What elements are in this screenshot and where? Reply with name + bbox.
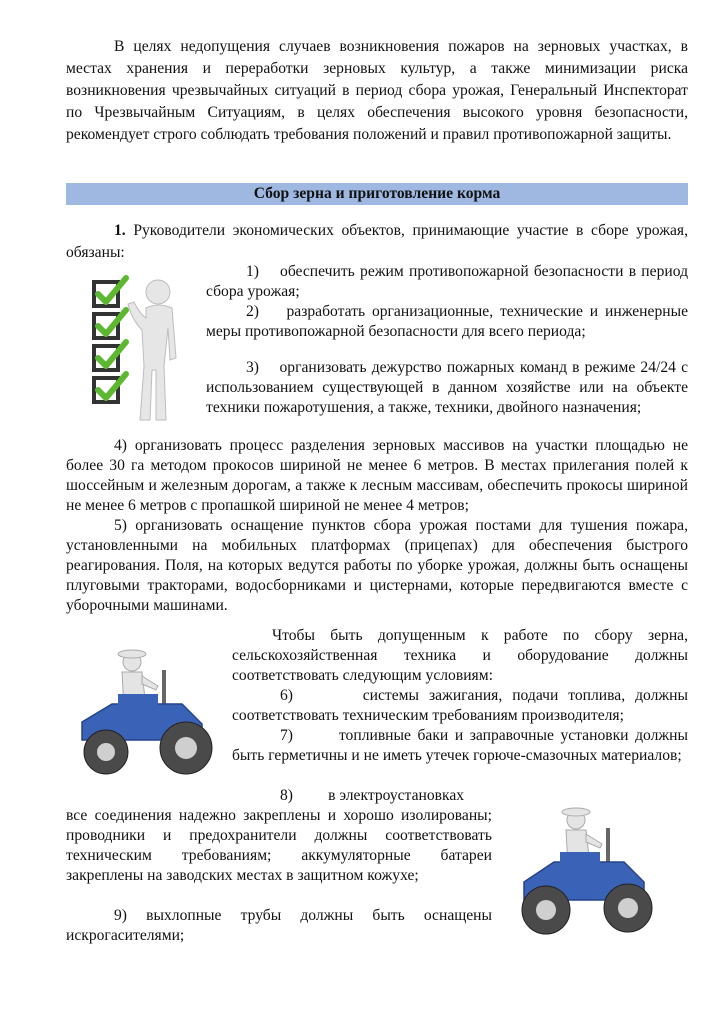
list-item-9: [66, 906, 492, 946]
list-item-3-text: организовать дежурство пожарных команд в режиме 24/24 с использованием существующей в данном хозяйстве или на объекте техники пожаротушения, а также, техники, двойного назначения;: [206, 359, 688, 416]
machinery-intro: Чтобы быть допущенным к работе по сбору зерна, сельскохозяйственная техника и оборудование должны соответствовать следующим условиям:: [232, 627, 688, 684]
list-item-7-text: топливные баки и заправочные установки должны быть герметичны и не иметь утечек горюче-смазочных материалов;: [232, 727, 688, 764]
tractor-with-driver-icon: [502, 800, 662, 940]
list-item-1-number: 1): [246, 263, 259, 280]
list-item-1: [206, 262, 688, 302]
list-item-5: [66, 516, 688, 616]
list-item-5-text: организовать оснащение пунктов сбора урожая постами для тушения пожара, установленными на мобильных платформах (прицепах) для обеспечения быстрого реагирования. Поля, на которых ведутся работы по уборке урожая, должны быть оснащены плуговыми тракторами, водосборниками и цистернами, которые передвигаются вместе с уборочными машинами.: [66, 517, 688, 614]
point-1: [66, 220, 688, 264]
list-item-4-number: 4): [114, 437, 127, 454]
list-item-2-text: разработать организационные, технические и инженерные меры противопожарной безопасности для всего периода;: [206, 303, 688, 340]
list-item-3-number: 3): [246, 359, 259, 376]
list-item-4: [66, 436, 688, 516]
list-item-2: [206, 302, 688, 342]
list-item-8-head: [232, 786, 492, 806]
list-item-9-number: 9): [114, 907, 127, 924]
list-item-1-text: обеспечить режим противопожарной безопасности в период сбора урожая;: [206, 263, 689, 300]
point-1-text: Руководители экономических объектов, принимающие участие в сборе урожая, обязаны:: [66, 222, 688, 261]
tractor-with-driver-icon: [62, 640, 222, 780]
list-item-6-text: системы зажигания, подачи топлива, должны соответствовать техническим требованиям производителя;: [232, 687, 688, 724]
list-item-9-text: выхлопные трубы должны быть оснащены искрогасителями;: [66, 907, 492, 944]
checklist-figure-icon: [86, 270, 196, 430]
list-item-6-number: 6): [280, 687, 293, 704]
list-item-8-text-a: в электроустановках: [328, 787, 465, 804]
intro-paragraph: В целях недопущения случаев возникновения пожаров на зерновых участках, в местах хранения и переработки зерновых культур, а также минимизации риска возникновения чрезвычайных ситуаций в период сбора урожая, Генеральный Инспекторат по Чрезвычайным Ситуациям, в целях обеспечения высокого уровня безопасности, рекомендует строго соблюдать требования положений и правил противопожарной защиты.: [66, 38, 688, 143]
list-item-6: [232, 686, 688, 726]
list-item-8-body: все соединения надежно закреплены и хорошо изолированы; проводники и предохранители должны соответствовать техническим требованиям; аккумуляторные батареи закреплены на заводских местах в защитном кожухе;: [66, 807, 492, 884]
list-item-2-number: 2): [246, 303, 259, 320]
list-item-3: [206, 358, 688, 418]
list-item-7-number: 7): [280, 727, 293, 744]
section-title: Сбор зерна и приготовление корма: [66, 183, 688, 205]
list-item-4-text: организовать процесс разделения зерновых массивов на участки площадью не более 30 га методом прокосов шириной не менее 6 метров. В местах прилегания полей к шоссейным и железным дорогам, а также к лесным массивам, обеспечить прокосы шириной не менее 6 метров с пропашкой шириной не менее 4 метров;: [66, 437, 688, 514]
list-item-7: [232, 726, 688, 766]
point-1-number: 1.: [114, 222, 126, 239]
list-item-8-number: 8): [280, 787, 293, 804]
list-item-5-number: 5): [114, 517, 127, 534]
